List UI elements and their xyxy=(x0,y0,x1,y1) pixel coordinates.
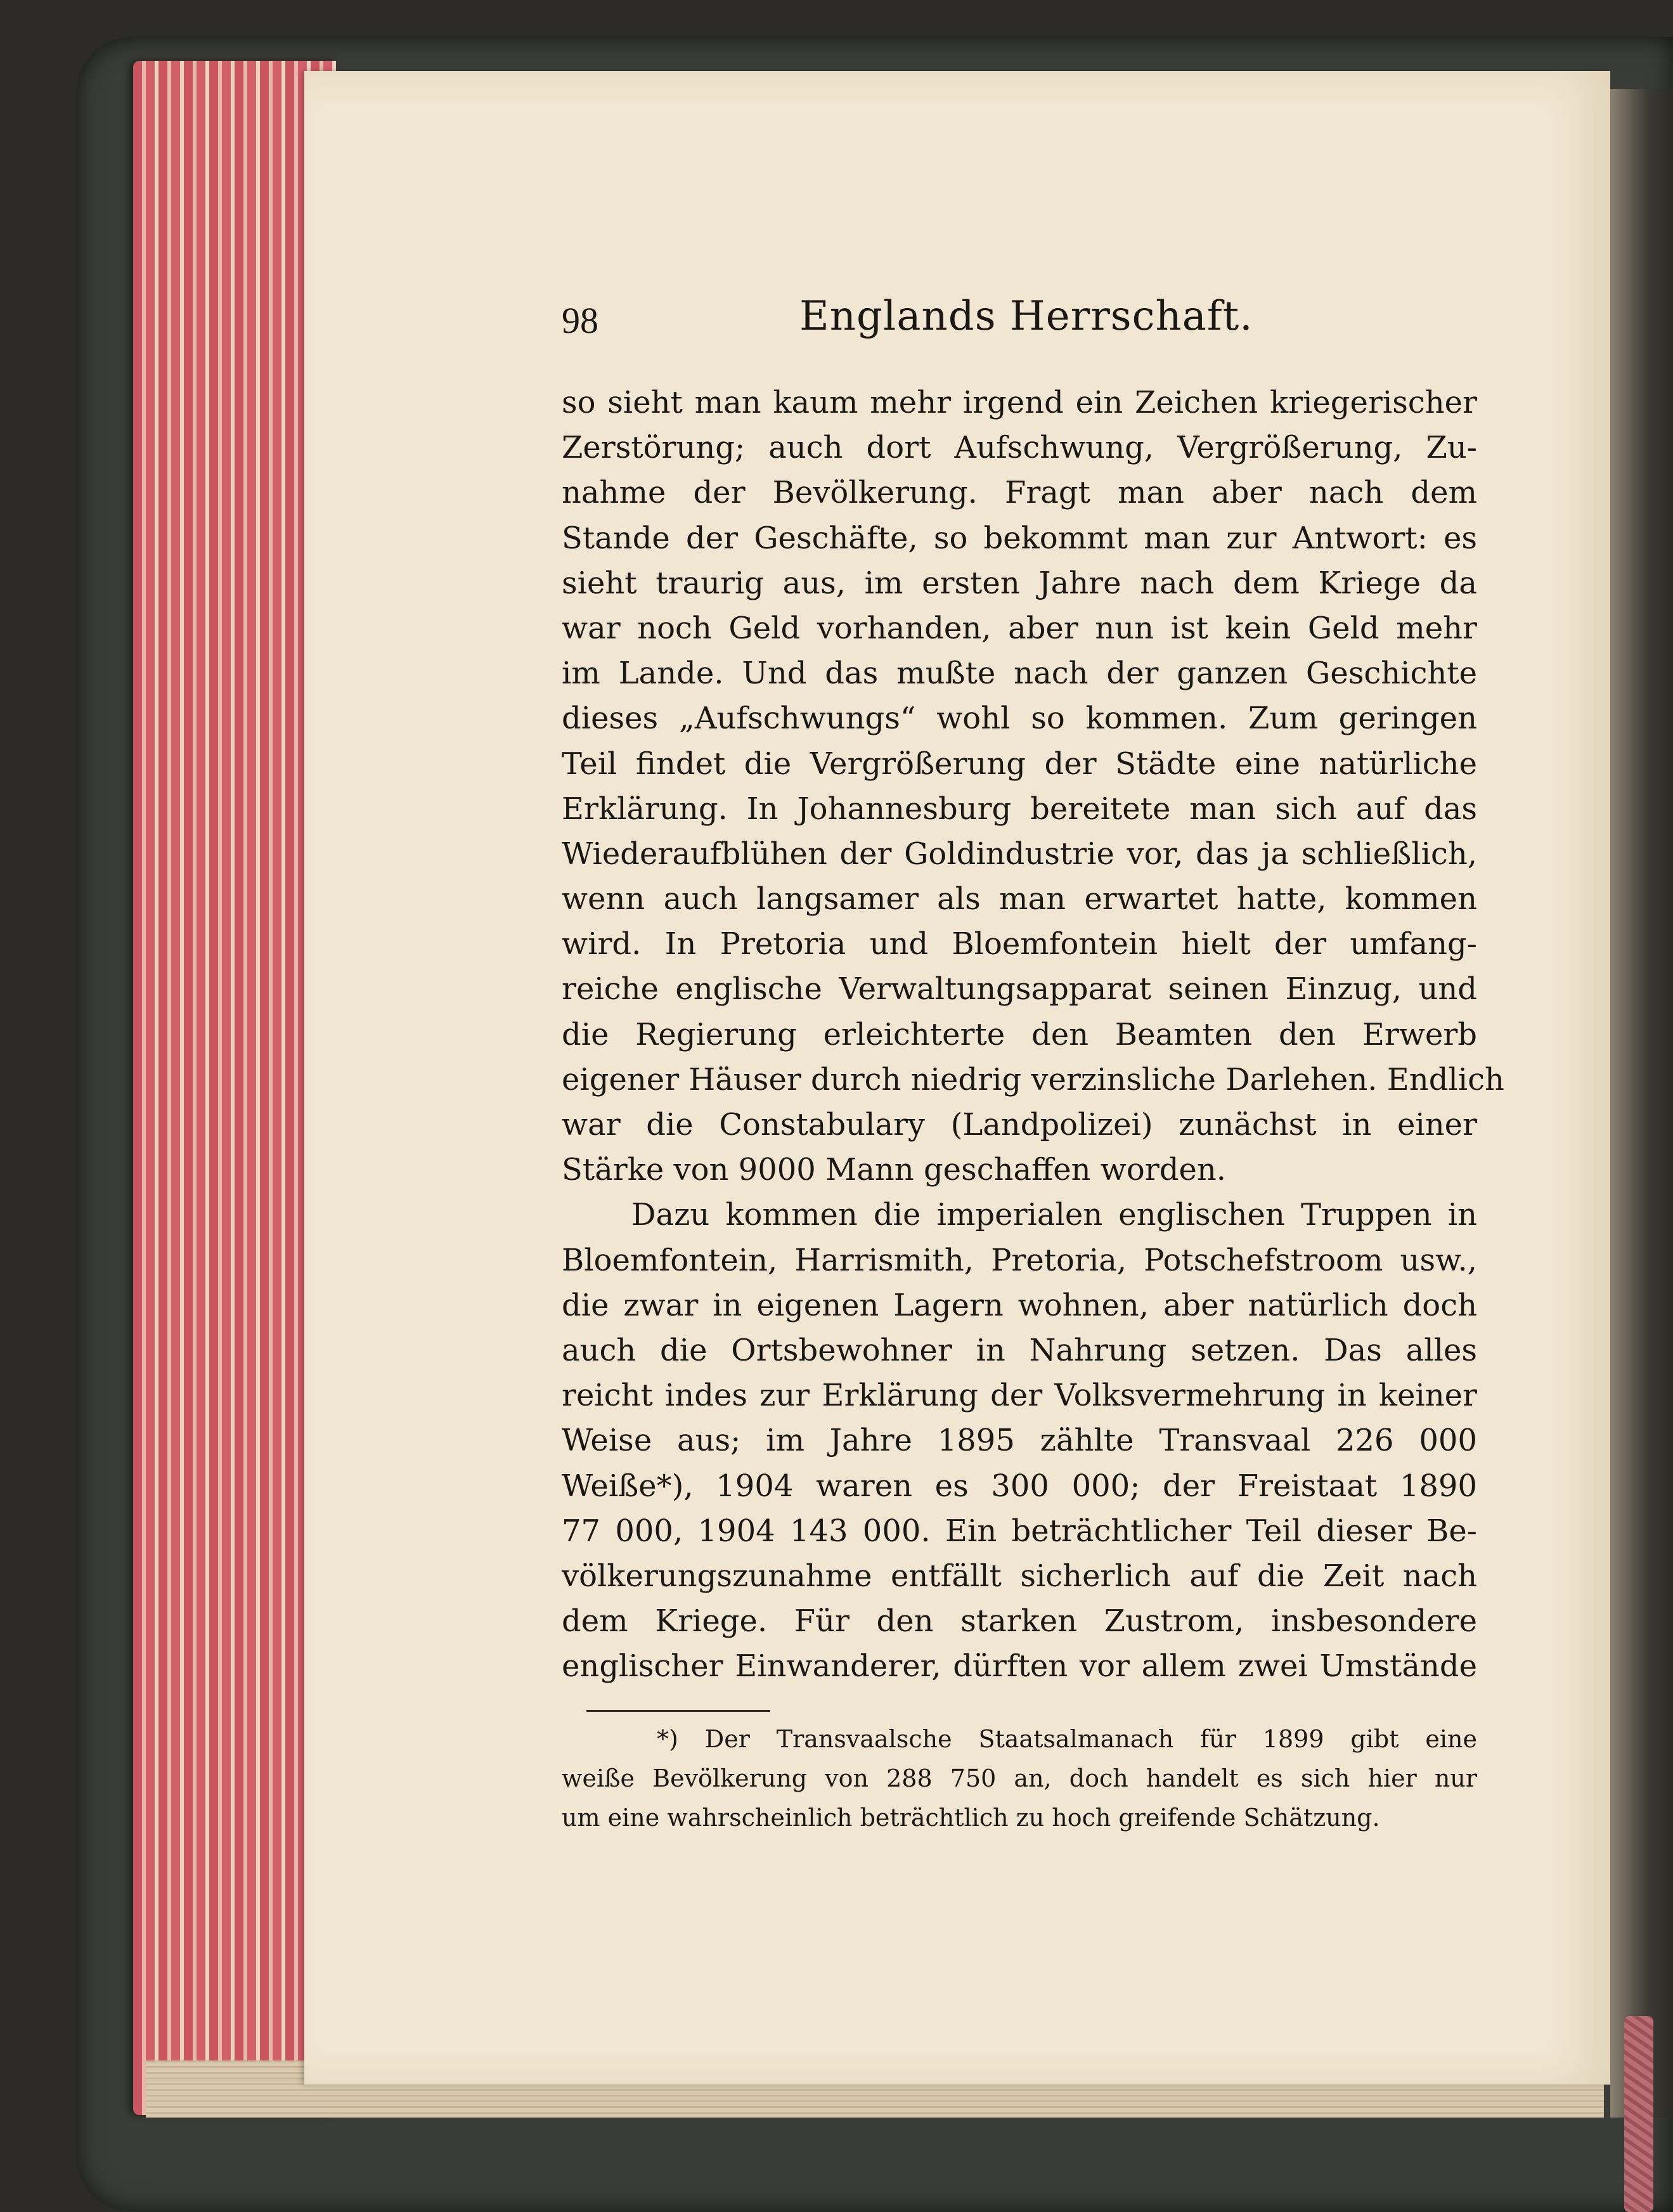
page-number: 98 xyxy=(562,300,598,341)
text-line-paragraph-start: Dazu kommen die imperialen englischen Truppen in xyxy=(631,1197,1477,1233)
text-line: Wiederaufblühen der Goldindustrie vor, das ja schließlich, xyxy=(562,836,1477,872)
footnote-rule xyxy=(586,1710,770,1712)
text-line: dieses „Aufschwungs“ wohl so kommen. Zum geringen xyxy=(562,701,1477,737)
footnote-line: um eine wahrscheinlich beträchtlich zu hoch greifende Schätzung. xyxy=(562,1804,1380,1832)
text-line: auch die Ortsbewohner in Nahrung setzen. Das alles xyxy=(562,1332,1477,1368)
footnote xyxy=(562,1719,1477,1837)
footnote-line: weiße Bevölkerung von 288 750 an, doch handelt es sich hier nur xyxy=(562,1764,1477,1792)
text-line: wird. In Pretoria und Bloemfontein hielt der umfang- xyxy=(562,926,1477,962)
text-line: englischer Einwanderer, dürften vor allem zwei Umstände xyxy=(562,1648,1477,1685)
text-line: reiche englische Verwaltungsapparat seinen Einzug, und xyxy=(562,971,1477,1007)
text-line: Stande der Geschäfte, so bekommt man zur Antwort: es xyxy=(562,520,1477,556)
text-line: Weiße*), 1904 waren es 300 000; der Freistaat 1890 xyxy=(562,1468,1477,1504)
bookmark-ribbon xyxy=(1624,2016,1653,2212)
text-line: dem Kriege. Für den starken Zustrom, insbesondere xyxy=(562,1603,1477,1640)
text-line: die zwar in eigenen Lagern wohnen, aber natürlich doch xyxy=(562,1287,1477,1323)
text-line: so sieht man kaum mehr irgend ein Zeichen kriegerischer xyxy=(562,385,1477,420)
book-gutter xyxy=(1610,89,1673,2118)
text-line: wenn auch langsamer als man erwartet hatte, kommen xyxy=(562,881,1477,917)
text-line: völkerungszunahme entfällt sicherlich auf die Zeit nach xyxy=(562,1558,1477,1594)
text-line: reicht indes zur Erklärung der Volksvermehrung in keiner xyxy=(562,1378,1477,1414)
footnote-line: *) Der Transvaalsche Staatsalmanach für 1899 gibt eine xyxy=(657,1725,1477,1753)
text-line: Teil findet die Vergrößerung der Städte eine natürliche xyxy=(562,746,1477,782)
text-line-paragraph-end: Stärke von 9000 Mann geschaffen worden. xyxy=(562,1152,1227,1188)
text-line: Zerstörung; auch dort Aufschwung, Vergrößerung, Zu- xyxy=(562,430,1477,466)
text-line: war die Constabulary (Landpolizei) zunächst in einer xyxy=(562,1107,1477,1142)
running-head xyxy=(562,293,1477,363)
text-line: nahme der Bevölkerung. Fragt man aber nach dem xyxy=(562,475,1477,511)
text-line: im Lande. Und das mußte nach der ganzen Geschichte xyxy=(562,656,1477,692)
running-head-title: Englands Herrschaft. xyxy=(799,293,1253,340)
text-line: 77 000, 1904 143 000. Ein beträchtlicher Teil dieser Be- xyxy=(562,1513,1477,1549)
text-line: Bloemfontein, Harrismith, Pretoria, Potschefstroom usw., xyxy=(562,1242,1477,1278)
text-line: war noch Geld vorhanden, aber nun ist kein Geld mehr xyxy=(562,610,1477,646)
text-line: Weise aus; im Jahre 1895 zählte Transvaal 226 000 xyxy=(562,1423,1477,1459)
text-line: die Regierung erleichterte den Beamten den Erwerb xyxy=(562,1016,1477,1052)
body-text xyxy=(562,380,1504,1689)
text-line: Erklärung. In Johannesburg bereitete man sich auf das xyxy=(562,791,1477,827)
text-line: eigener Häuser durch niedrig verzinsliche Darlehen. Endlich xyxy=(562,1061,1504,1097)
text-line: sieht traurig aus, im ersten Jahre nach dem Kriege da xyxy=(562,565,1477,601)
